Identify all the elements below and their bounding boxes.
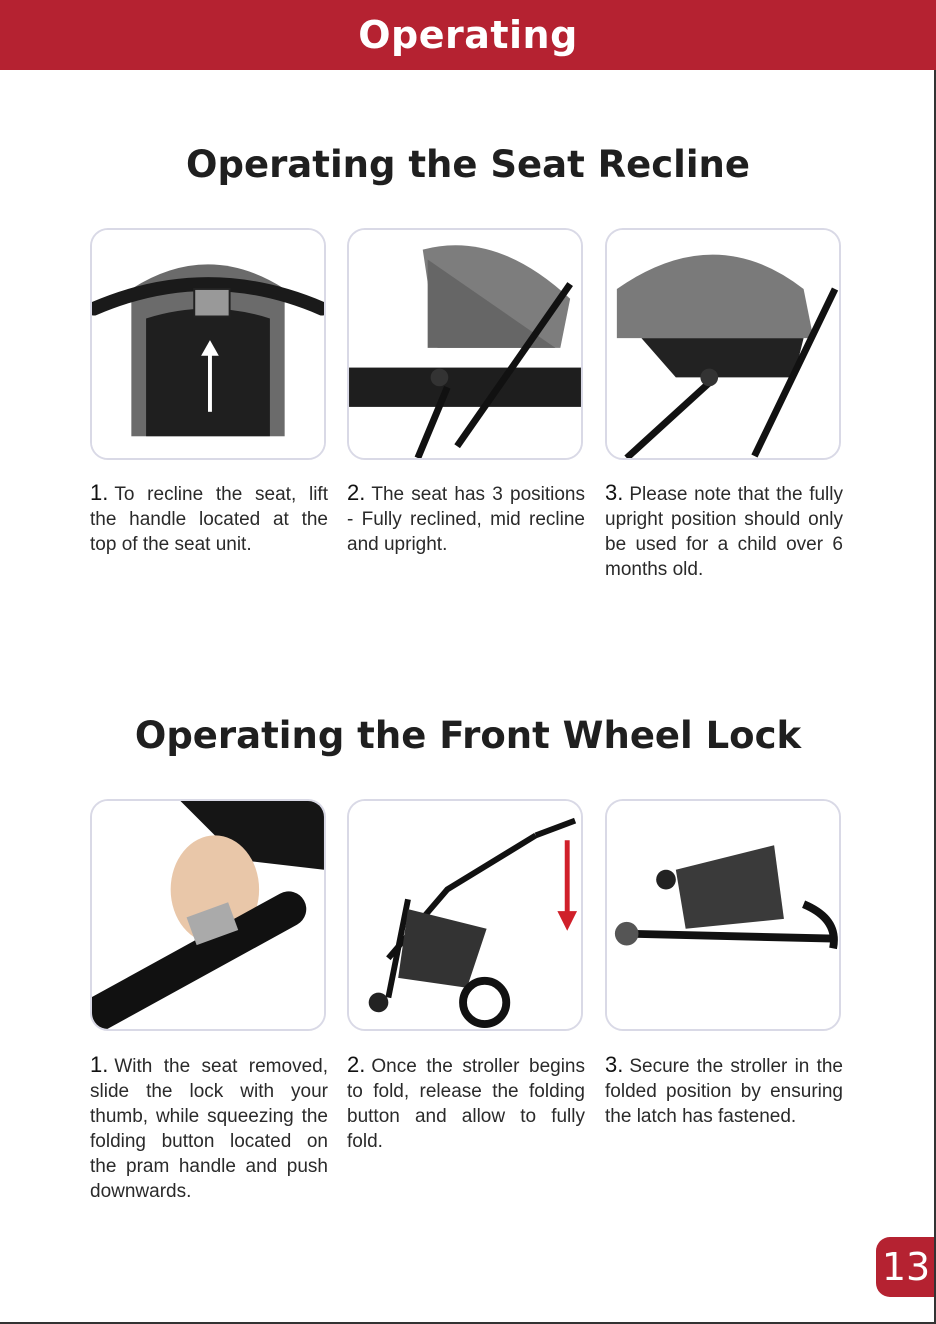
header-title: Operating xyxy=(358,13,578,57)
step-text: With the seat removed, slide the lock with your thumb, while squeezing the folding button located on the pram handle and push downwards. xyxy=(90,1056,328,1202)
seat-upright-photo xyxy=(605,228,841,460)
wheel-lock-step-1 xyxy=(90,1052,328,1204)
stroller-folding-photo xyxy=(347,799,583,1031)
step-number: 2. xyxy=(347,480,366,505)
header-bar xyxy=(0,0,936,70)
section-title-front-wheel-lock: Operating the Front Wheel Lock xyxy=(134,714,802,757)
seat-reclined-photo xyxy=(347,228,583,460)
wheel-lock-step-3 xyxy=(605,1052,843,1129)
wheel-lock-step-2 xyxy=(347,1052,585,1154)
hand-on-handle-photo xyxy=(90,799,326,1031)
step-number: 3. xyxy=(605,480,624,505)
seat-recline-step-2 xyxy=(347,480,585,557)
seat-recline-step-1 xyxy=(90,480,328,557)
step-number: 2. xyxy=(347,1052,366,1077)
step-text: To recline the seat, lift the handle located at the top of the seat unit. xyxy=(90,484,328,555)
step-number: 1. xyxy=(90,1052,109,1077)
page-number: 13 xyxy=(876,1237,936,1297)
seat-handle-photo xyxy=(90,228,326,460)
seat-recline-step-3 xyxy=(605,480,843,582)
stroller-folded-photo xyxy=(605,799,841,1031)
step-text: Once the stroller begins to fold, release the folding button and allow to fully fold. xyxy=(347,1056,585,1152)
step-number: 3. xyxy=(605,1052,624,1077)
step-text: Please note that the fully upright position should only be used for a child over 6 months old. xyxy=(605,484,843,580)
step-number: 1. xyxy=(90,480,109,505)
step-text: Secure the stroller in the folded position by ensuring the latch has fastened. xyxy=(605,1056,843,1127)
section-title-seat-recline: Operating the Seat Recline xyxy=(186,143,750,186)
step-text: The seat has 3 positions - Fully reclined, mid recline and upright. xyxy=(347,484,585,555)
